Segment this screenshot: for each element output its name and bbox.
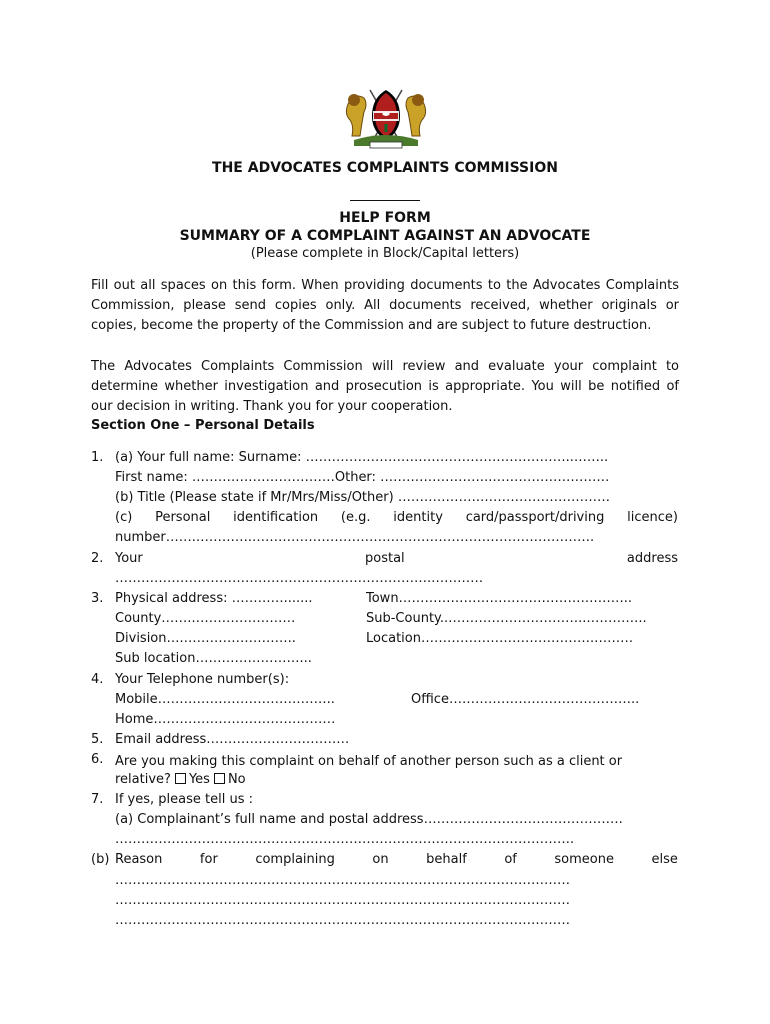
title-divider (350, 200, 420, 201)
id-word: Personal (155, 510, 211, 525)
question-6-number: 6. (91, 752, 104, 767)
mobile-field[interactable]: Mobile………………………………….. (115, 692, 335, 707)
postal-word: address (626, 551, 678, 566)
question-5-number: 5. (91, 732, 104, 747)
section-one-title: Section One – Personal Details (91, 418, 315, 433)
reason-word: someone (554, 852, 614, 867)
behalf-question: Are you making this complaint on behalf of another person such as a client or (115, 754, 623, 769)
division-field[interactable]: Division….…………………….. (115, 631, 296, 646)
sub-location-field[interactable]: Sub location……………………... (115, 651, 312, 666)
question-4-number: 4. (91, 672, 104, 687)
question-1-number: 1. (91, 450, 104, 465)
id-word: identification (233, 510, 319, 525)
question-7-number: 7. (91, 792, 104, 807)
complainant-name-address-field[interactable]: (a) Complainant’s full name and postal address………………………………………. (115, 812, 623, 827)
form-title: HELP FORM (339, 210, 431, 226)
reason-item-label: (b) (91, 852, 110, 867)
telephone-label: Your Telephone number(s): (115, 672, 290, 687)
title-field[interactable]: (b) Title (Please state if Mr/Mrs/Miss/Other) ……………….………………………… (115, 490, 610, 505)
intro-paragraph-review: The Advocates Complaints Commission will review and evaluate your complaint to determine whether investigation and prosecution is appropriate. You will be notified of our decision in writing. Thank you for your cooperation. (91, 359, 679, 415)
reason-word: Reason (115, 852, 163, 867)
full-name-surname-field[interactable]: (a) Your full name: Surname: ……………………………………………………..…….. (115, 450, 609, 465)
reason-word: for (199, 852, 218, 867)
postal-word: postal (365, 551, 405, 566)
physical-address-field[interactable]: Physical address: …………....... (115, 591, 313, 606)
intro-paragraph-copies: Fill out all spaces on this form. When providing documents to the Advocates Complaints Commission, please send copies only. All documents received, whether originals or copies, become the property of the Commission and are subject to future destruction. (91, 278, 679, 334)
no-checkbox[interactable] (214, 773, 225, 784)
reason-field-line-1[interactable]: …………………………………………………………………………………………… (115, 873, 570, 888)
reason-word: of (504, 852, 517, 867)
id-word: (c) (115, 510, 133, 525)
block-capital-instruction: (Please complete in Block/Capital letters) (250, 246, 520, 261)
reason-word: on (372, 852, 389, 867)
reason-label (115, 852, 678, 867)
form-subtitle: SUMMARY OF A COMPLAINT AGAINST AN ADVOCATE (179, 228, 591, 244)
no-label: No (227, 772, 246, 787)
yes-label: Yes (188, 772, 210, 787)
postal-word: Your (115, 551, 143, 566)
id-number-field[interactable]: number…….………….……………………………………………………………………. (115, 530, 595, 545)
reason-field-line-2[interactable]: …………………………………………………………………………………………… (115, 893, 570, 908)
first-name-other-field[interactable]: First name: ……………………………Other: ……………………..……………………… (115, 470, 610, 485)
town-field[interactable]: Town……………………………………….…….. (366, 591, 632, 606)
commission-title: THE ADVOCATES COMPLAINTS COMMISSION (212, 160, 558, 176)
postal-address-field[interactable]: ……………………………………………………………….………… (115, 571, 484, 586)
reason-word: behalf (426, 852, 467, 867)
id-word: identity (393, 510, 443, 525)
kenya-coat-of-arms-icon (340, 84, 432, 150)
relative-label: relative? (115, 772, 171, 787)
id-word: (e.g. (340, 510, 371, 525)
yes-checkbox[interactable] (175, 773, 186, 784)
personal-identification-label (115, 510, 678, 525)
id-word: card/passport/driving (465, 510, 605, 525)
reason-field-line-3[interactable]: …………………………………………………………………………………………… (115, 913, 570, 928)
office-field[interactable]: Office…………………………………….. (411, 692, 640, 707)
reason-word: complaining (255, 852, 335, 867)
if-yes-label: If yes, please tell us : (115, 792, 253, 807)
email-address-field[interactable]: Email address…………………………… (115, 732, 350, 747)
reason-word: else (651, 852, 678, 867)
county-field[interactable]: County…….…………………… (115, 611, 296, 626)
id-word: licence) (627, 510, 678, 525)
location-field[interactable]: Location………………………………….……… (366, 631, 634, 646)
complainant-address-continuation-field[interactable]: ……………………………………………………………………………………………. (115, 832, 575, 847)
postal-address-label (115, 551, 678, 566)
question-3-number: 3. (91, 591, 104, 606)
question-2-number: 2. (91, 551, 104, 566)
sub-county-field[interactable]: Sub-County..…………………………..………….. (366, 611, 647, 626)
home-field[interactable]: Home…………………………………… (115, 712, 336, 727)
behalf-answer-row (115, 772, 246, 787)
